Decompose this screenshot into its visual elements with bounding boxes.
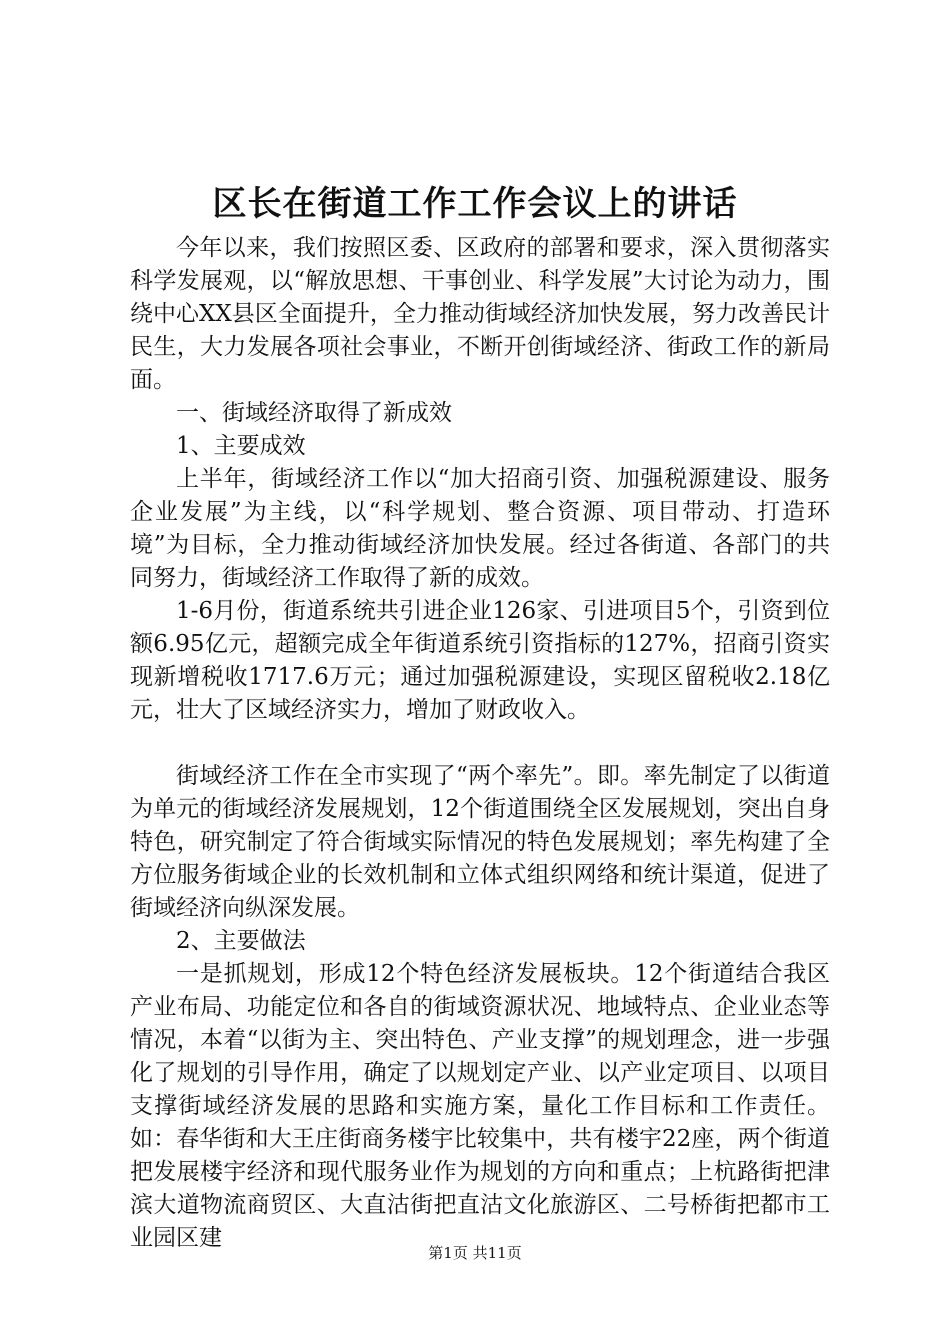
paragraph-first-half: 上半年，街域经济工作以“加大招商引资、加强税源建设、服务企业发展”为主线，以“科学规划、整合资源、项目带动、打造环境”为目标，全力推动街域经济加快发展。经过各街道、各部门的共同努力，街域经济工作取得了新的成效。 (130, 466, 830, 591)
paragraph-intro: 今年以来，我们按照区委、区政府的部署和要求，深入贯彻落实科学发展观，以“解放思想、干事创业、科学发展”大讨论为动力，围绕中心XX县区全面提升，全力推动街域经济加快发展，努力改善民计民生，大力发展各项社会事业，不断开创街域经济、街政工作的新局面。 (130, 235, 830, 393)
document-title: 区长在街道工作工作会议上的讲话 (212, 184, 738, 224)
paragraph-planning: 一是抓规划，形成12个特色经济发展板块。12个街道结合我区产业布局、功能定位和各自的街域资源状况、地域特点、企业业态等情况，本着“以街为主、突出特色、产业支撑”的规划理念，进一步强化了规划的引导作用，确定了以规划定产业、以产业定项目、以项目支撑街域经济发展的思路和实施方案，量化工作目标和工作责任。如：春华街和大王庄街商务楼宇比较集中，共有楼宇22座，两个街道把发展楼宇经济和现代服务业作为规划的方向和重点；上杭路街把津滨大道物流商贸区、大直沽街把直沽文化旅游区、二号桥街把都市工业园区建 (130, 961, 830, 1251)
subsection-heading-2: 2、主要做法 (176, 928, 306, 954)
subsection-heading-1: 1、主要成效 (176, 433, 306, 459)
paragraph-statistics: 1-6月份，街道系统共引进企业126家、引进项目5个，引资到位额6.95亿元，超额完成全年街道系统引资指标的127%，招商引资实现新增税收1717.6万元；通过加强税源建设，实现区留税收2.18亿元，壮大了区域经济实力，增加了财政收入。 (130, 598, 830, 723)
page-footer: 第1页 共11页 (428, 1244, 522, 1262)
document-body (130, 232, 830, 1255)
paragraph-two-firsts: 街域经济工作在全市实现了“两个率先”。即。率先制定了以街道为单元的街域经济发展规划，12个街道围绕全区发展规划，突出自身特色，研究制定了符合街域实际情况的特色发展规划；率先构建了全方位服务街域企业的长效机制和立体式组织网络和统计渠道，促进了街域经济向纵深发展。 (130, 763, 830, 921)
paragraph-spacer (130, 727, 830, 760)
section-heading-1: 一、街域经济取得了新成效 (176, 400, 452, 426)
